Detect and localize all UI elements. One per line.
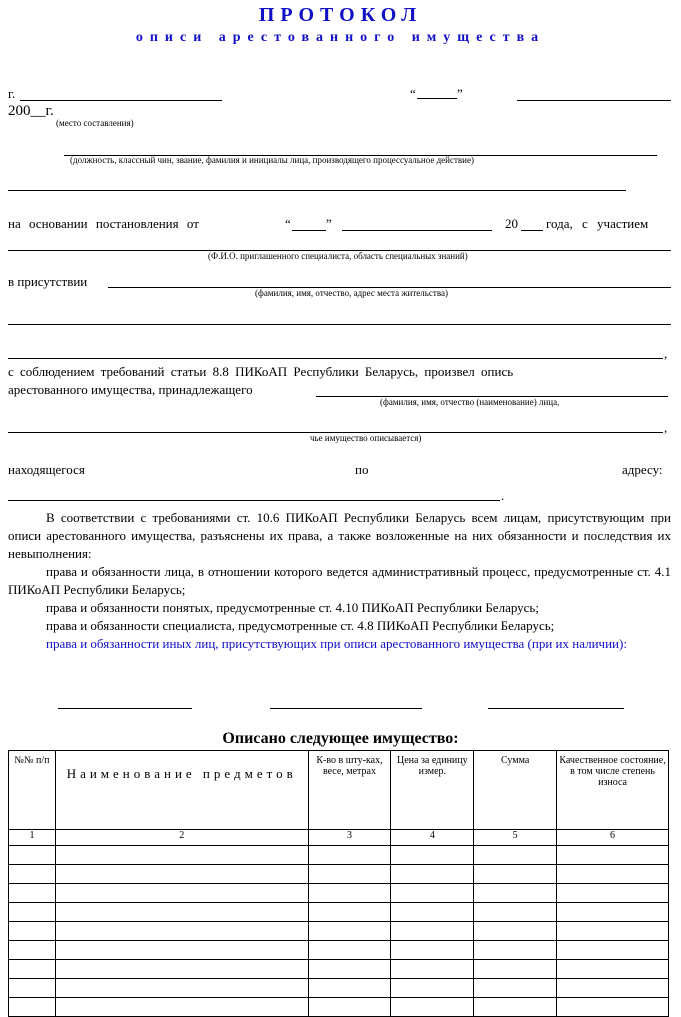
rights-paragraph-5: права и обязанности иных лиц, присутствующих при описи арестованного имущества (при их наличии): <box>46 636 627 651</box>
table-cell[interactable] <box>391 922 474 941</box>
year-label: 200__г. <box>8 103 54 119</box>
table-cell[interactable] <box>474 941 557 960</box>
official-caption: (должность, классный чин, звание, фамилия и инициалы лица, производящего процессуальное действие) <box>70 155 474 165</box>
rights-paragraph-3: права и обязанности понятых, предусмотренные ст. 4.10 ПИКоАП Республики Беларусь; <box>46 600 539 615</box>
table-cell[interactable] <box>474 922 557 941</box>
rights-paragraph-2: права и обязанности лица, в отношении которого ведется административный процесс, предусмотренные ст. 4.1 ПИКоАП Республики Беларусь; <box>8 564 671 597</box>
table-cell[interactable] <box>474 846 557 865</box>
table-cell[interactable] <box>557 922 669 941</box>
table-cell[interactable] <box>391 941 474 960</box>
table-cell[interactable] <box>308 941 391 960</box>
column-number: 4 <box>391 830 474 846</box>
table-cell[interactable] <box>9 846 56 865</box>
col-header-state: Качественное состояние, в том числе степень износа <box>557 751 669 830</box>
table-cell[interactable] <box>9 979 56 998</box>
compliance-line1: с соблюдением требований статьи 8.8 ПИКоАП Республики Беларусь, произвел опись <box>8 364 514 379</box>
table-cell[interactable] <box>557 941 669 960</box>
document-subtitle: описи арестованного имущества <box>135 30 546 45</box>
table-cell[interactable] <box>55 941 308 960</box>
address-word2: по <box>355 462 369 477</box>
table-row[interactable] <box>9 922 669 941</box>
table-cell[interactable] <box>55 979 308 998</box>
table-cell[interactable] <box>308 846 391 865</box>
table-cell[interactable] <box>308 979 391 998</box>
table-cell[interactable] <box>308 884 391 903</box>
table-cell[interactable] <box>557 960 669 979</box>
table-cell[interactable] <box>9 922 56 941</box>
address-end: . <box>501 488 505 503</box>
table-cell[interactable] <box>557 998 669 1017</box>
compliance-line2: арестованного имущества, принадлежащего <box>8 382 253 397</box>
address-word3: адресу: <box>622 462 663 477</box>
basis-year-prefix: 20 <box>505 216 518 231</box>
specialist-caption: (Ф.И.О. приглашенного специалиста, область специальных знаний) <box>208 251 468 261</box>
other-person-field-1[interactable] <box>58 708 192 709</box>
table-cell[interactable] <box>9 884 56 903</box>
table-cell[interactable] <box>474 998 557 1017</box>
table-header-row <box>9 751 669 830</box>
owner-caption-2: чье имущество описывается) <box>310 433 422 443</box>
table-cell[interactable] <box>55 884 308 903</box>
table-row[interactable] <box>9 998 669 1017</box>
col-header-price: Цена за единицу измер. <box>391 751 474 830</box>
presence-field-2[interactable] <box>8 324 671 325</box>
table-cell[interactable] <box>55 960 308 979</box>
month-field[interactable] <box>517 100 671 101</box>
table-cell[interactable] <box>391 846 474 865</box>
table-cell[interactable] <box>55 846 308 865</box>
table-cell[interactable] <box>557 979 669 998</box>
presence-comma: , <box>664 346 668 361</box>
table-cell[interactable] <box>474 960 557 979</box>
table-row[interactable] <box>9 903 669 922</box>
table-row[interactable] <box>9 941 669 960</box>
table-cell[interactable] <box>391 979 474 998</box>
table-cell[interactable] <box>308 865 391 884</box>
table-cell[interactable] <box>9 941 56 960</box>
column-number: 3 <box>308 830 391 846</box>
table-cell[interactable] <box>391 998 474 1017</box>
table-row[interactable] <box>9 960 669 979</box>
table-cell[interactable] <box>557 884 669 903</box>
date-quote-open: “ <box>410 86 416 101</box>
col-header-sum: Сумма <box>474 751 557 830</box>
table-row[interactable] <box>9 979 669 998</box>
table-cell[interactable] <box>9 960 56 979</box>
table-cell[interactable] <box>9 998 56 1017</box>
col-header-qty: К-во в шту-ках, весе, метрах <box>308 751 391 830</box>
table-cell[interactable] <box>391 884 474 903</box>
table-cell[interactable] <box>474 979 557 998</box>
basis-quote-close: ” <box>326 216 332 231</box>
owner-caption: (фамилия, имя, отчество (наименование) лица, <box>380 397 560 407</box>
inventory-heading: Описано следующее имущество: <box>222 730 459 747</box>
table-cell[interactable] <box>308 922 391 941</box>
col-header-name: Наименование предметов <box>55 751 308 830</box>
table-cell[interactable] <box>308 960 391 979</box>
table-cell[interactable] <box>9 903 56 922</box>
document-title: ПРОТОКОЛ <box>258 4 423 26</box>
column-number: 6 <box>557 830 669 846</box>
other-person-field-2[interactable] <box>270 708 422 709</box>
col-header-num: №№ п/п <box>9 751 56 830</box>
table-cell[interactable] <box>9 865 56 884</box>
column-number: 2 <box>55 830 308 846</box>
table-cell[interactable] <box>557 846 669 865</box>
day-field[interactable] <box>417 98 457 99</box>
basis-quote-open: “ <box>285 216 291 231</box>
table-cell[interactable] <box>474 884 557 903</box>
other-person-field-3[interactable] <box>488 708 624 709</box>
column-number-row <box>9 830 669 846</box>
basis-participation: года, с участием <box>546 216 649 231</box>
table-cell[interactable] <box>55 998 308 1017</box>
city-field[interactable] <box>20 100 222 101</box>
table-cell[interactable] <box>308 998 391 1017</box>
basis-text: на основании постановления от <box>8 216 199 231</box>
table-cell[interactable] <box>391 865 474 884</box>
official-field-2[interactable] <box>8 190 626 191</box>
owner-comma: , <box>664 420 668 435</box>
table-cell[interactable] <box>391 960 474 979</box>
presence-field-3[interactable] <box>8 358 663 359</box>
rights-paragraph-1: В соответствии с требованиями ст. 10.6 ПИКоАП Республики Беларусь всем лицам, присутствующим при описи арестованного имущества, разъяснены их права, а также возложенные на них обязанности и последствия их невыполнения: <box>8 510 671 561</box>
table-cell[interactable] <box>308 903 391 922</box>
table-row[interactable] <box>9 846 669 865</box>
table-cell[interactable] <box>474 865 557 884</box>
table-cell[interactable] <box>557 903 669 922</box>
table-cell[interactable] <box>557 865 669 884</box>
city-prefix: г. <box>8 86 16 101</box>
column-number: 5 <box>474 830 557 846</box>
table-row[interactable] <box>9 865 669 884</box>
basis-month-field[interactable] <box>342 230 492 231</box>
column-number: 1 <box>9 830 56 846</box>
table-cell[interactable] <box>474 903 557 922</box>
presence-caption: (фамилия, имя, отчество, адрес места жительства) <box>255 288 448 298</box>
table-cell[interactable] <box>55 865 308 884</box>
rights-paragraph-4: права и обязанности специалиста, предусмотренные ст. 4.8 ПИКоАП Республики Беларусь; <box>46 618 555 633</box>
table-row[interactable] <box>9 884 669 903</box>
basis-day-field[interactable] <box>292 230 326 231</box>
place-caption: (место составления) <box>56 118 134 128</box>
presence-label: в присутствии <box>8 274 88 289</box>
table-cell[interactable] <box>391 903 474 922</box>
address-word1: находящегося <box>8 462 85 477</box>
inventory-table <box>8 750 669 1017</box>
basis-year-field[interactable] <box>521 230 543 231</box>
table-cell[interactable] <box>55 922 308 941</box>
address-field[interactable] <box>8 500 500 501</box>
table-cell[interactable] <box>55 903 308 922</box>
date-quote-close: ” <box>457 86 463 101</box>
